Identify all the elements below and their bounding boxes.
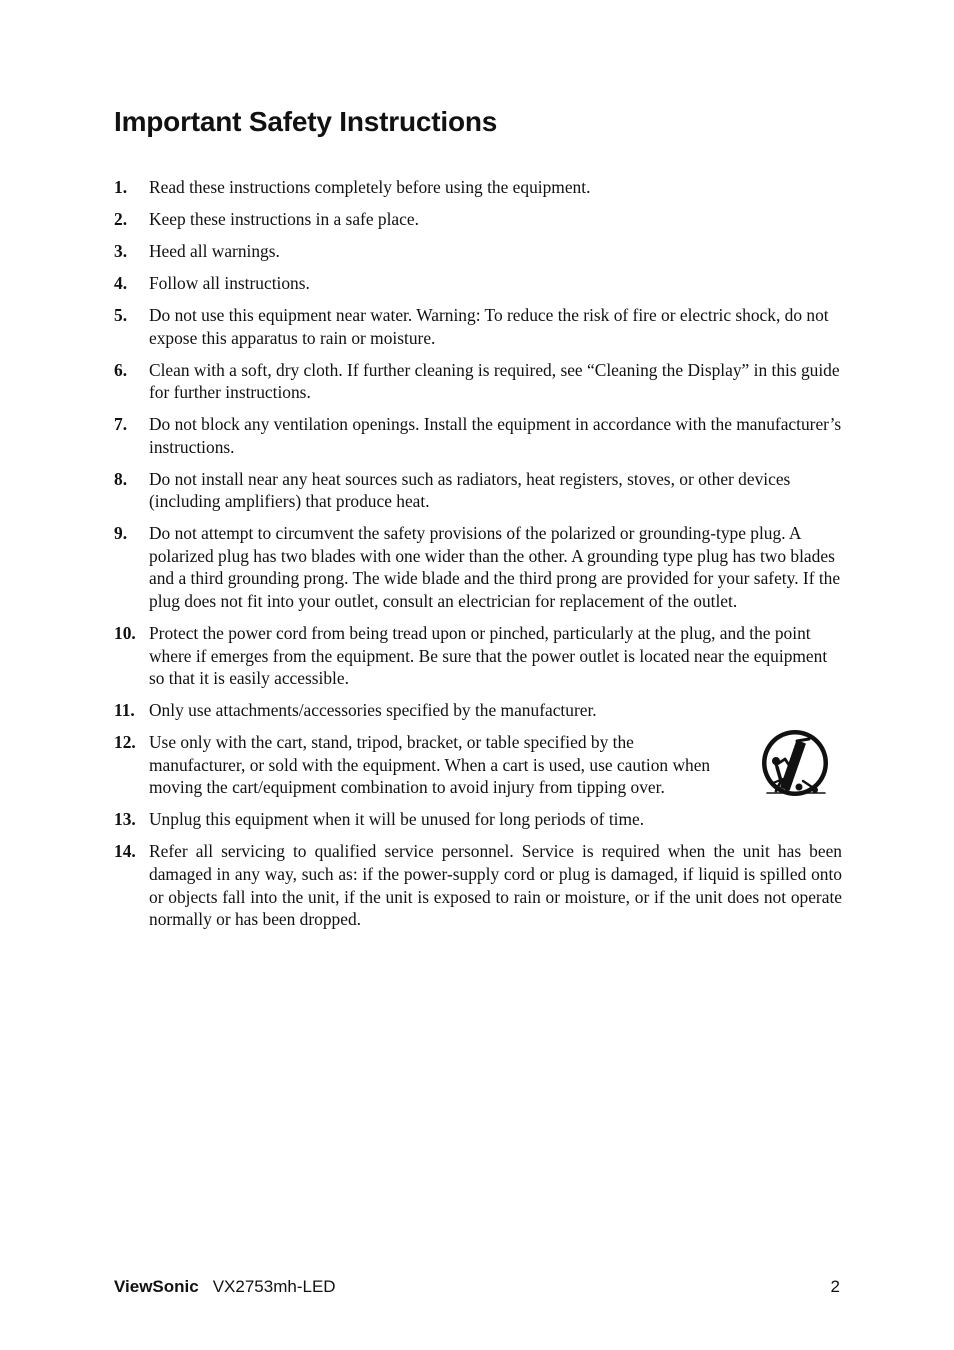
item-text: Follow all instructions. bbox=[149, 272, 310, 293]
item-text: Use only with the cart, stand, tripod, bracket, or table specified by the manufacturer, or sold with the equipment. When a cart is used, use caution when moving the cart/equipment combination to avoid injury from tipping over. bbox=[149, 732, 711, 798]
item-number: 4. bbox=[114, 272, 128, 293]
list-item bbox=[114, 808, 842, 831]
list-item bbox=[114, 413, 842, 458]
item-text: Unplug this equipment when it will be unused for long periods of time. bbox=[149, 809, 645, 830]
list-item bbox=[114, 272, 842, 295]
list-item bbox=[114, 208, 842, 231]
item-number: 5. bbox=[114, 304, 128, 325]
item-number: 7. bbox=[114, 414, 128, 435]
item-number: 1. bbox=[114, 177, 128, 197]
list-item bbox=[114, 699, 842, 722]
list-item bbox=[114, 522, 842, 612]
page-footer bbox=[114, 1277, 840, 1299]
item-text: Only use attachments/accessories specified by the manufacturer. bbox=[149, 700, 597, 721]
list-item bbox=[114, 840, 842, 930]
item-text: Do not use this equipment near water. Warning: To reduce the risk of fire or electric shock, do not expose this apparatus to rain or moisture. bbox=[149, 304, 829, 348]
item-number: 10. bbox=[114, 623, 136, 644]
list-item bbox=[114, 359, 842, 404]
item-text: Clean with a soft, dry cloth. If further cleaning is required, see “Cleaning the Display” in this guide for further instructions. bbox=[149, 359, 840, 403]
item-number: 9. bbox=[114, 523, 128, 544]
list-item bbox=[114, 622, 842, 690]
item-number: 14. bbox=[114, 841, 136, 862]
list-item bbox=[114, 468, 842, 513]
safety-instructions-list bbox=[114, 176, 842, 940]
item-text: Protect the power cord from being tread upon or pinched, particularly at the plug, and the point where if emerges from the equipment. Be sure that the power outlet is located near the equipment so that it is easily accessible. bbox=[149, 623, 828, 689]
list-item bbox=[114, 731, 842, 799]
footer-brand: ViewSonic bbox=[114, 1277, 199, 1296]
item-number: 12. bbox=[114, 732, 136, 753]
page-title: Important Safety Instructions bbox=[114, 106, 498, 137]
item-number: 8. bbox=[114, 468, 128, 489]
item-number: 13. bbox=[114, 809, 136, 830]
page-number: 2 bbox=[830, 1277, 840, 1296]
list-item bbox=[114, 304, 842, 349]
item-text: Do not install near any heat sources such as radiators, heat registers, stoves, or other devices (including amplifiers) that produce heat. bbox=[149, 468, 791, 512]
footer-model: VX2753mh-LED bbox=[212, 1277, 336, 1296]
item-text: Read these instructions completely before using the equipment. bbox=[149, 177, 591, 197]
item-number: 6. bbox=[114, 359, 128, 380]
item-number: 11. bbox=[114, 700, 135, 721]
list-item bbox=[114, 176, 842, 199]
item-text: Refer all servicing to qualified service personnel. Service is required when the unit has been damaged in any way, such as: if the power-supply cord or plug is damaged, if liquid is spilled onto or objects fall into the unit, if the unit is exposed to rain or moisture, or if the unit does not operate normally or has been dropped. bbox=[149, 841, 842, 930]
item-text: Do not attempt to circumvent the safety provisions of the polarized or grounding-type plug. A polarized plug has two blades with one wider than the other. A grounding type plug has two blades and a third grounding prong. The wide blade and the third prong are provided for your safety. If the plug does not fit into your outlet, consult an electrician for replacement of the outlet. bbox=[149, 523, 841, 612]
item-number: 2. bbox=[114, 208, 128, 229]
item-text: Keep these instructions in a safe place. bbox=[149, 208, 419, 229]
list-item bbox=[114, 240, 842, 263]
item-text: Do not block any ventilation openings. Install the equipment in accordance with the manufacturer’s instructions. bbox=[149, 414, 842, 457]
cart-tip-over-warning-icon bbox=[759, 727, 831, 799]
item-text: Heed all warnings. bbox=[149, 240, 280, 261]
item-number: 3. bbox=[114, 240, 128, 261]
